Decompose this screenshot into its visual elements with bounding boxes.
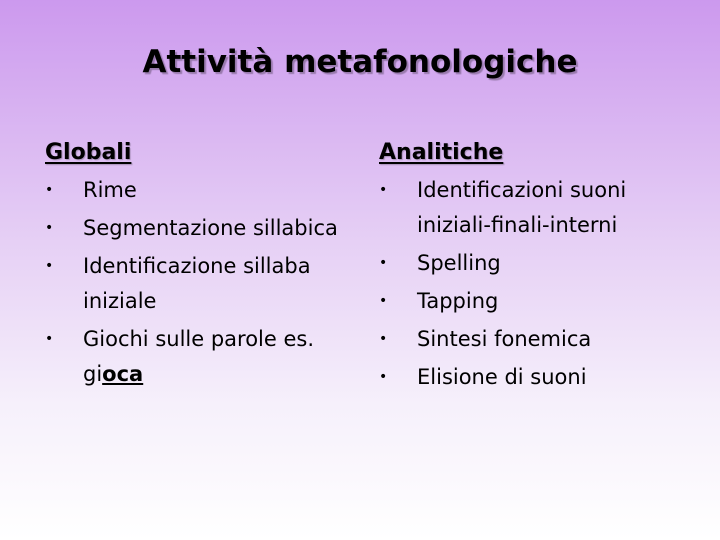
bullet-icon: • — [379, 255, 388, 271]
bullet-icon: • — [379, 331, 388, 347]
bullet-icon: • — [45, 331, 54, 347]
bullet-icon: • — [45, 258, 54, 274]
list-item-text: Segmentazione sillabica — [83, 216, 338, 240]
list-item — [379, 322, 699, 357]
list-item-text: Spelling — [417, 251, 501, 275]
list-item — [379, 246, 699, 281]
bullet-icon: • — [379, 293, 388, 309]
list-item — [379, 284, 699, 319]
bullet-icon: • — [45, 220, 54, 236]
left-bullet-list — [45, 173, 355, 392]
list-item — [45, 322, 355, 392]
bullet-icon: • — [379, 182, 388, 198]
left-column-heading: Globali — [45, 140, 132, 165]
list-item — [45, 211, 355, 246]
list-item-text: Identificazioni suoni iniziali-finali-interni — [417, 178, 627, 237]
list-item — [379, 360, 699, 395]
bullet-icon: • — [379, 369, 388, 385]
list-item-text: Identificazione sillaba iniziale — [83, 254, 311, 313]
example-word — [83, 362, 143, 386]
left-column — [45, 136, 355, 392]
right-column-heading: Analitiche — [379, 140, 504, 165]
list-item — [45, 249, 355, 319]
right-column — [379, 136, 699, 395]
list-item-text: Rime — [83, 178, 137, 202]
slide-title: Attività metafonologiche — [142, 44, 578, 80]
list-item-text: Sintesi fonemica — [417, 327, 592, 351]
bullet-icon: • — [45, 182, 54, 198]
list-item — [379, 173, 699, 243]
list-item-text: Giochi sulle parole es. — [83, 327, 315, 351]
right-bullet-list — [379, 173, 699, 395]
example-word-prefix: gi — [83, 362, 103, 386]
list-item-text: Tapping — [417, 289, 499, 313]
example-word-emphasis: oca — [102, 362, 144, 386]
list-item-text: Elisione di suoni — [417, 365, 587, 389]
list-item — [45, 173, 355, 208]
